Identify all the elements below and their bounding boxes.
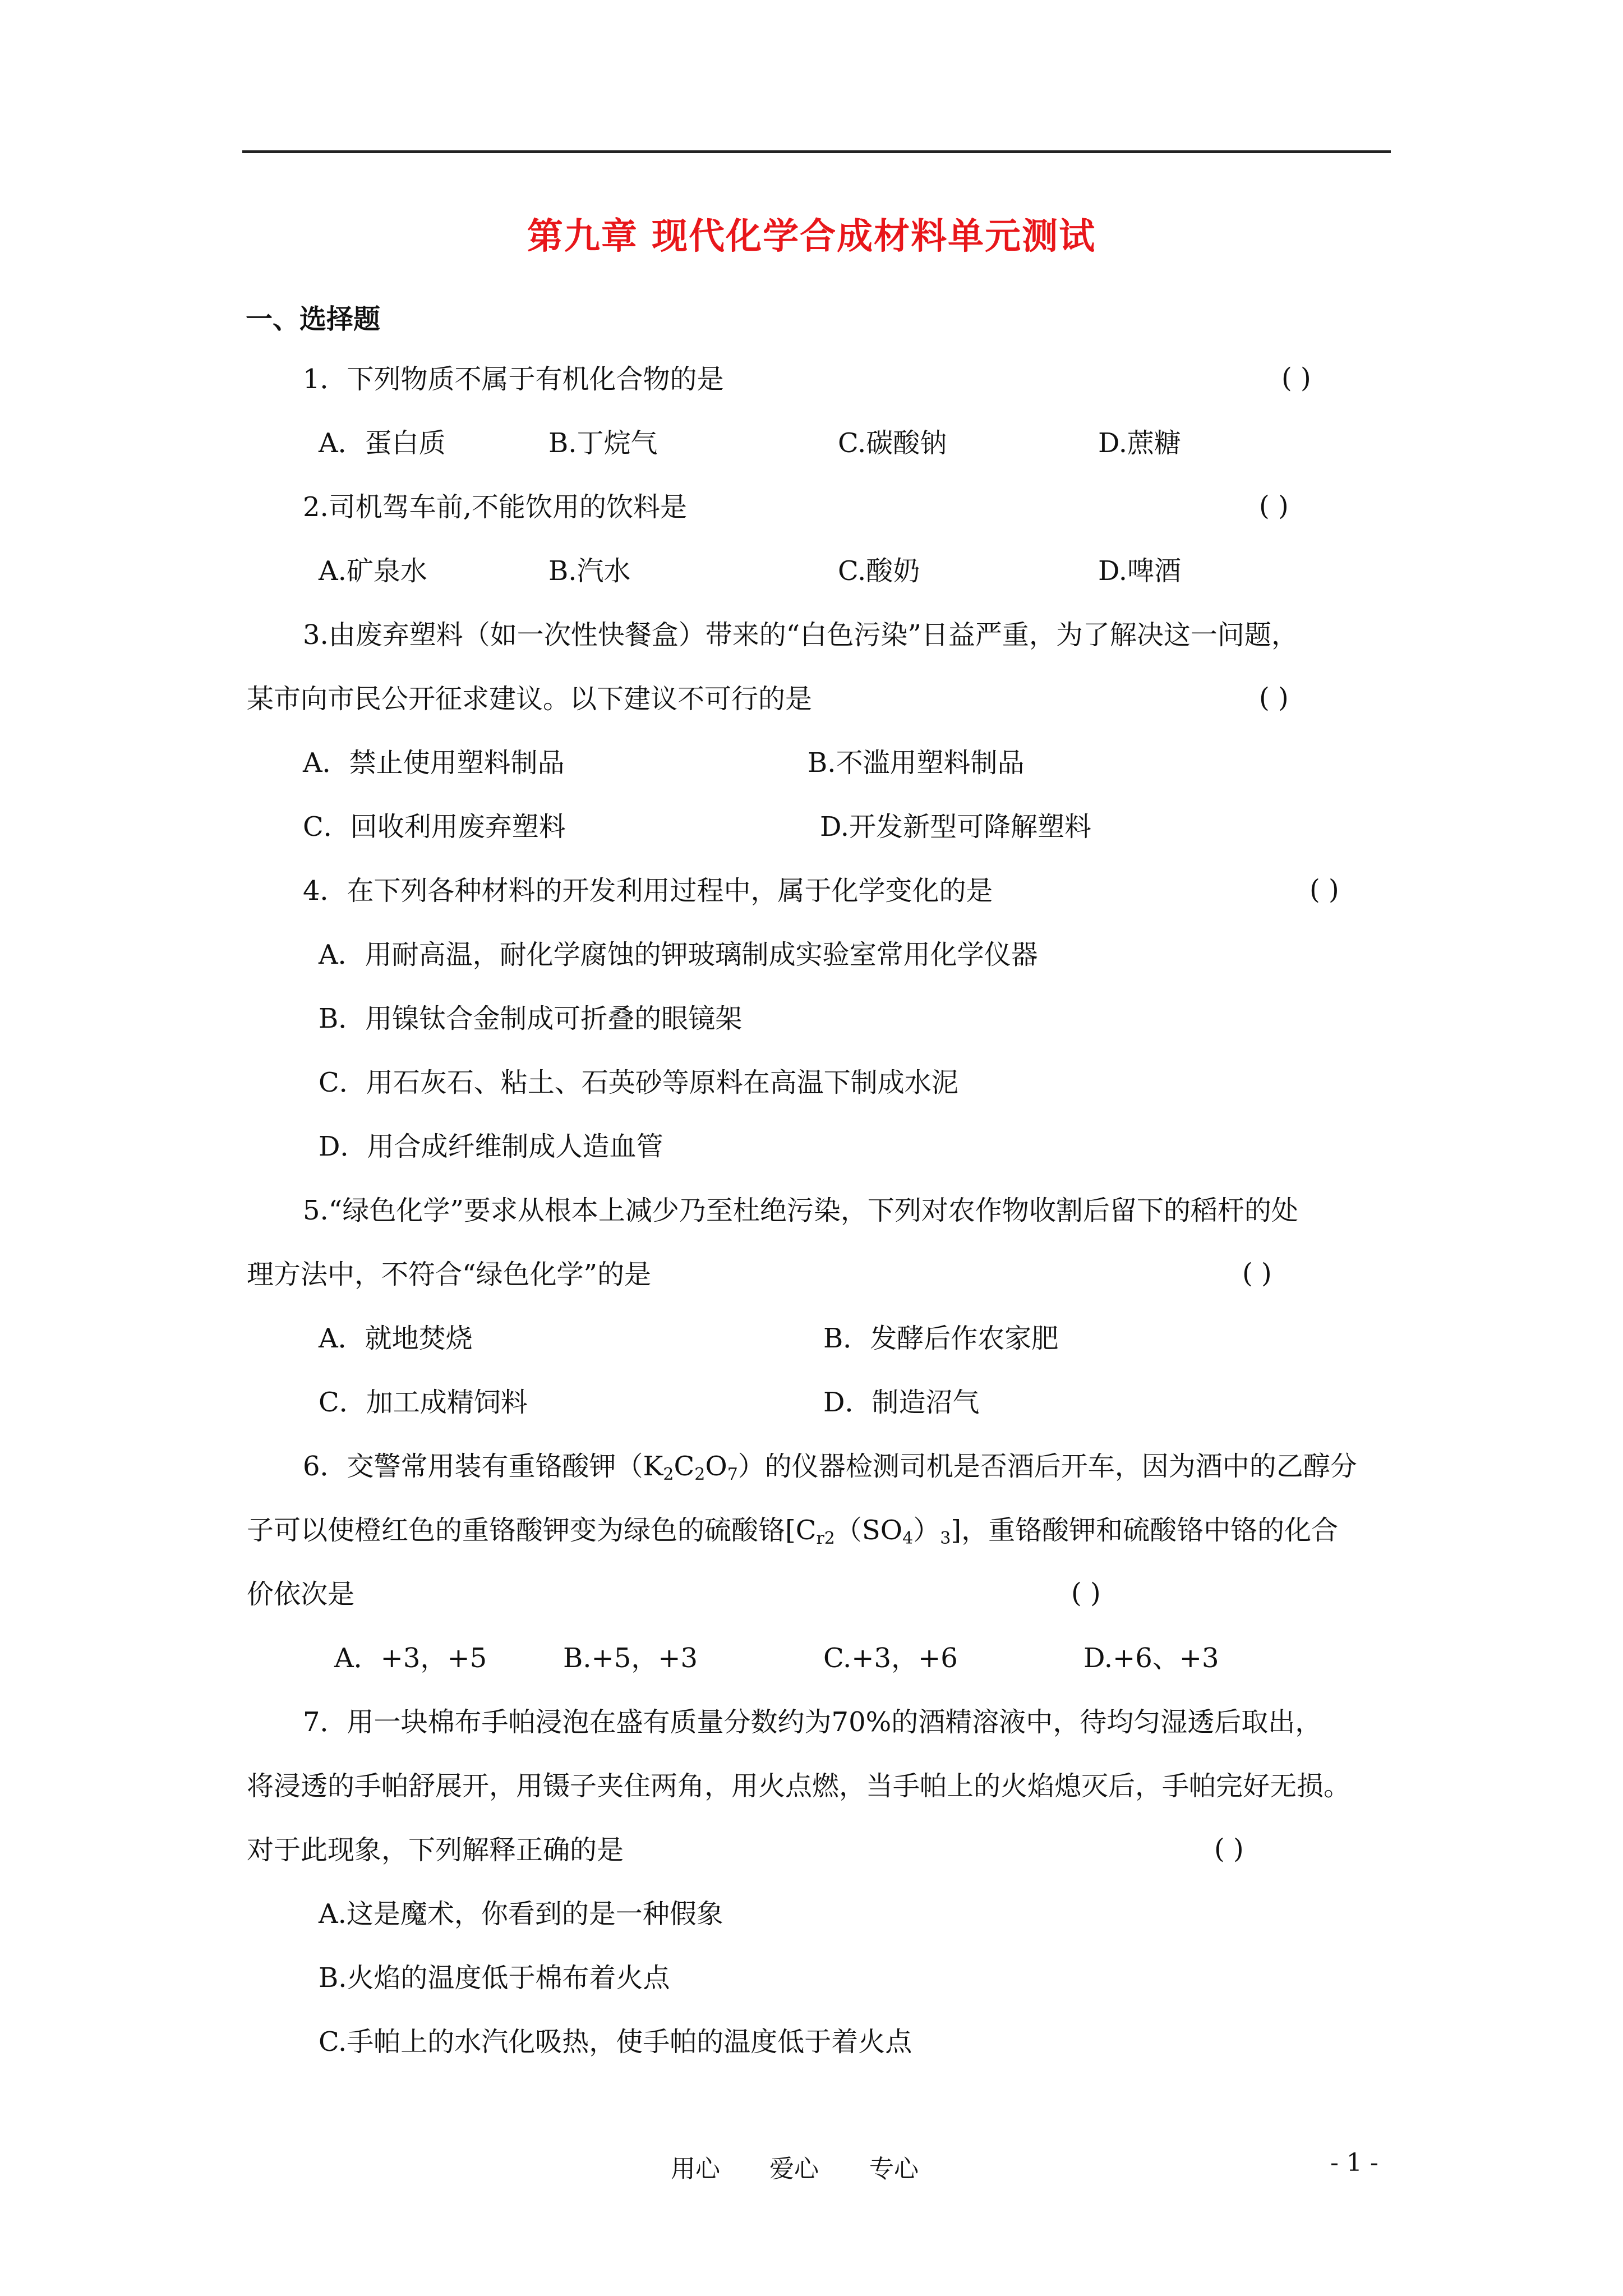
answer-paren-5: ( )	[1242, 1258, 1272, 1289]
question-1: 1．下列物质不属于有机化合物的是	[303, 364, 724, 395]
page-number: - 1 -	[1330, 2148, 1378, 2177]
header-rule	[242, 150, 1391, 153]
q1-option-d: D.蔗糖	[1098, 427, 1182, 459]
answer-paren-4: ( )	[1310, 874, 1339, 905]
q7-option-a: A.这是魔术，你看到的是一种假象	[319, 1898, 723, 1930]
answer-paren-2: ( )	[1259, 490, 1289, 522]
answer-paren-6: ( )	[1071, 1577, 1101, 1609]
footer-word-1: 用心	[671, 2155, 720, 2183]
q5-option-c: C．加工成精饲料	[319, 1387, 528, 1418]
q1-option-a: A．蛋白质	[319, 427, 446, 459]
question-3-line-1: 3.由废弃塑料（如一次性快餐盒）带来的“白色污染”日益严重，为了解决这一问题，	[303, 619, 1298, 651]
answer-paren-3: ( )	[1259, 682, 1289, 714]
q2-option-a: A.矿泉水	[319, 555, 427, 587]
question-6-line-2: 子可以使橙红色的重铬酸钾变为绿色的硫酸铬$[C_{r2}(SO_4)_3]$，重铬酸钾和硫酸铬中铬的化合	[247, 1515, 1339, 1548]
question-7-line-3: 对于此现象，下列解释正确的是	[247, 1834, 624, 1866]
question-6-line-3: 价依次是	[247, 1579, 355, 1610]
q2-option-d: D.啤酒	[1098, 555, 1182, 587]
q1-option-b: B.丁烷气	[548, 427, 658, 459]
footer-word-2: 爱心	[769, 2155, 819, 2183]
q1-option-c: C.碳酸钠	[838, 427, 947, 459]
q4-option-b: B．用镍钛合金制成可折叠的眼镜架	[319, 1003, 743, 1034]
answer-paren-7: ( )	[1214, 1833, 1244, 1865]
q5-option-d: D．制造沼气	[823, 1387, 980, 1418]
q4-option-d: D．用合成纤维制成人造血管	[319, 1131, 663, 1162]
q5-option-b: B．发酵后作农家肥	[823, 1323, 1059, 1354]
question-2: 2.司机驾车前,不能饮用的饮料是	[303, 491, 688, 523]
q3-option-c: C．回收利用废弃塑料	[303, 811, 566, 843]
footer-word-3: 专心	[869, 2155, 919, 2183]
question-7-line-2: 将浸透的手帕舒展开，用镊子夹住两角，用火点燃，当手帕上的火焰熄灭后，手帕完好无损。	[247, 1770, 1351, 1802]
page-title: 第九章 现代化学合成材料单元测试	[527, 216, 1096, 257]
question-7-line-1: 7．用一块棉布手帕浸泡在盛有质量分数约为70%的酒精溶液中，待均匀湿透后取出，	[303, 1706, 1322, 1738]
question-3-line-2: 某市向市民公开征求建议。以下建议不可行的是	[247, 683, 813, 715]
q3-option-b: B.不滥用塑料制品	[808, 747, 1025, 779]
q6-option-c: C.+3，+6	[823, 1642, 958, 1674]
q6-option-d: D.+6、+3	[1083, 1642, 1219, 1674]
q2-option-c: C.酸奶	[838, 555, 920, 587]
q4-option-c: C．用石灰石、粘土、石英砂等原料在高温下制成水泥	[319, 1067, 958, 1098]
question-6-line-1: 6．交警常用装有重铬酸钾$(K_2C_2O_7)$的仪器检测司机是否酒后开车，因为酒中的乙醇分	[303, 1451, 1357, 1484]
q7-option-b: B.火焰的温度低于棉布着火点	[319, 1962, 670, 1994]
q6-option-b: B.+5，+3	[563, 1642, 698, 1674]
q4-option-a: A．用耐高温，耐化学腐蚀的钾玻璃制成实验室常用化学仪器	[319, 939, 1038, 970]
q2-option-b: B.汽水	[548, 555, 631, 587]
q5-option-a: A．就地焚烧	[319, 1323, 473, 1354]
question-5-line-2: 理方法中，不符合“绿色化学”的是	[247, 1259, 652, 1290]
question-5-line-1: 5.“绿色化学”要求从根本上减少乃至杜绝污染，下列对农作物收割后留下的稻杆的处	[303, 1195, 1298, 1226]
section-heading: 一、选择题	[246, 303, 381, 335]
question-4: 4．在下列各种材料的开发利用过程中，属于化学变化的是	[303, 875, 993, 907]
answer-paren-1: ( )	[1281, 362, 1311, 394]
q6-option-a: A．+3，+5	[334, 1642, 487, 1674]
q7-option-c: C.手帕上的水汽化吸热，使手帕的温度低于着火点	[319, 2026, 912, 2058]
q3-option-a: A．禁止使用塑料制品	[303, 747, 565, 779]
q3-option-d: D.开发新型可降解塑料	[820, 811, 1092, 843]
